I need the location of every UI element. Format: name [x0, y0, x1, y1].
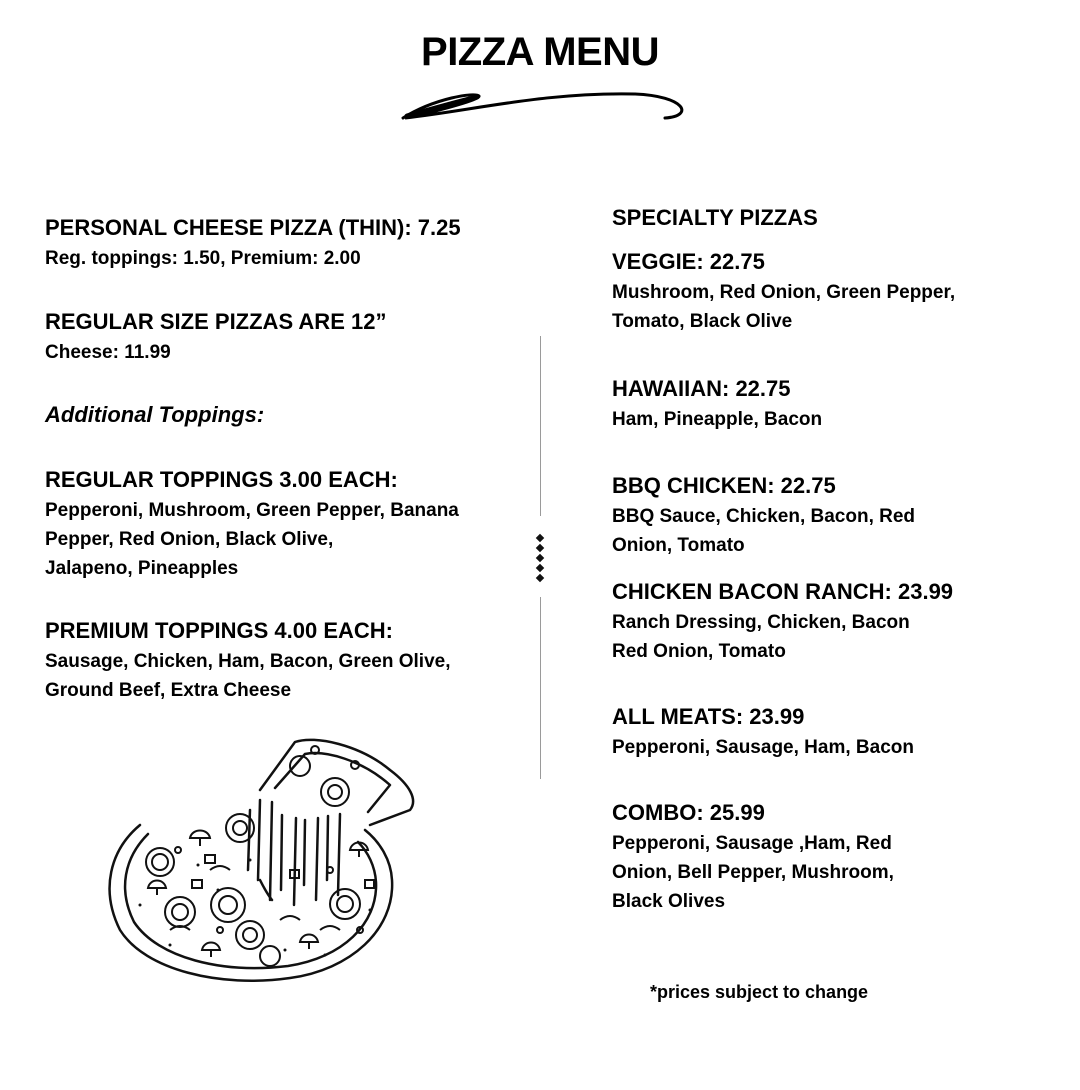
specialty-item-heading: BBQ CHICKEN: 22.75	[612, 473, 836, 498]
specialty-item-heading: COMBO: 25.99	[612, 800, 765, 825]
specialty-item-line: Onion, Bell Pepper, Mushroom,	[612, 862, 894, 883]
page-title: PIZZA MENU	[421, 30, 659, 74]
specialty-item-combo	[612, 799, 894, 916]
premium-toppings-section	[45, 617, 451, 705]
swoosh-line-icon	[395, 88, 685, 128]
specialty-item-line: Mushroom, Red Onion, Green Pepper,	[612, 282, 956, 303]
specialty-item-line: Tomato, Black Olive	[612, 311, 793, 332]
specialty-item-heading: CHICKEN BACON RANCH: 23.99	[612, 579, 954, 604]
specialty-item-line: Onion, Tomato	[612, 535, 745, 556]
specialty-item-heading: ALL MEATS: 23.99	[612, 704, 805, 729]
regular-size-heading: REGULAR SIZE PIZZAS ARE 12”	[45, 309, 387, 334]
divider-dot	[536, 564, 544, 572]
specialty-item-hawaiian	[612, 375, 822, 434]
personal-pizza-section	[45, 214, 461, 273]
specialty-item-line: BBQ Sauce, Chicken, Bacon, Red	[612, 506, 916, 527]
specialty-item-line: Black Olives	[612, 891, 726, 912]
regular-toppings-section	[45, 466, 459, 583]
divider-dot	[536, 534, 544, 542]
specialty-item-all-meats	[612, 703, 914, 762]
regular-toppings-heading: REGULAR TOPPINGS 3.00 EACH:	[45, 467, 398, 492]
divider-line-bottom	[540, 597, 541, 779]
divider-dot	[536, 544, 544, 552]
divider-line-top	[540, 336, 541, 516]
specialty-pizzas-heading: SPECIALTY PIZZAS	[612, 205, 818, 230]
specialty-item-bbq-chicken	[612, 472, 915, 560]
specialty-item-line: Red Onion, Tomato	[612, 641, 786, 662]
specialty-item-heading: VEGGIE: 22.75	[612, 249, 765, 274]
specialty-item-line: Pepperoni, Sausage, Ham, Bacon	[612, 737, 914, 758]
regular-toppings-line: Pepperoni, Mushroom, Green Pepper, Banana	[45, 500, 459, 521]
personal-pizza-toppings-price: Reg. toppings: 1.50, Premium: 2.00	[45, 248, 361, 269]
pizza-slice-illustration	[100, 730, 420, 990]
premium-toppings-line: Sausage, Chicken, Ham, Bacon, Green Olive,	[45, 651, 451, 672]
specialty-item-veggie	[612, 248, 955, 336]
divider-dot	[536, 574, 544, 582]
divider-dot	[536, 554, 544, 562]
specialty-item-line: Ranch Dressing, Chicken, Bacon	[612, 612, 910, 633]
specialty-item-line: Ham, Pineapple, Bacon	[612, 409, 823, 430]
specialty-item-chicken-bacon-ranch	[612, 578, 953, 666]
regular-toppings-line: Pepper, Red Onion, Black Olive,	[45, 529, 334, 550]
personal-pizza-heading: PERSONAL CHEESE PIZZA (THIN): 7.25	[45, 215, 461, 240]
premium-toppings-line: Ground Beef, Extra Cheese	[45, 680, 292, 701]
additional-toppings-label: Additional Toppings:	[45, 402, 265, 427]
cheese-price: Cheese: 11.99	[45, 342, 171, 363]
regular-size-section	[45, 308, 386, 367]
specialty-item-line: Pepperoni, Sausage ,Ham, Red	[612, 833, 892, 854]
specialty-item-heading: HAWAIIAN: 22.75	[612, 376, 791, 401]
price-disclaimer: *prices subject to change	[650, 982, 869, 1002]
regular-toppings-line: Jalapeno, Pineapples	[45, 558, 239, 579]
premium-toppings-heading: PREMIUM TOPPINGS 4.00 EACH:	[45, 618, 393, 643]
